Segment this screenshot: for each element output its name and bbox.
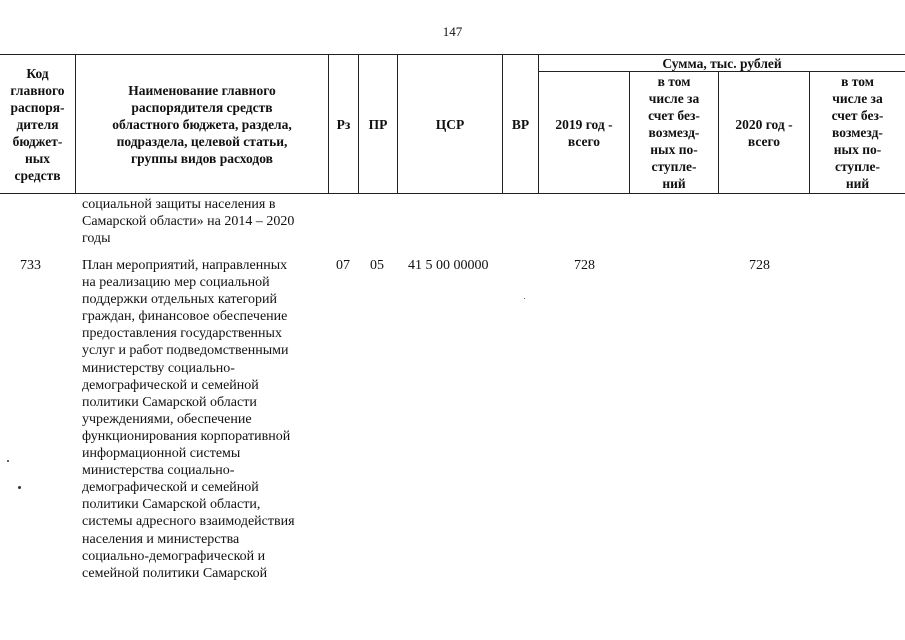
row-name: План мероприятий, направленных на реализацию мер социальной поддержки отдельных категорий граждан, финансовое обеспечение предоставления государственных услуг и работ подведомственными министерству социально- демографической и семейной политики Самарской области учреждениями, обеспечение функционирования корпоративной информационной системы министерства социально- демографической и семейной политики Самарской области, системы адресного взаимодействия населения и министерства социально-демографической и семейной политики Самарской [82,258,295,581]
continuation-text: социальной защиты населения в Самарской области» на 2014 – 2020 годы [82,197,295,247]
scan-speck [7,460,9,462]
header-code: Код главного распоря- дителя бюджет- ных средств [10,65,65,183]
header-name: Наименование главного распорядителя средств областного бюджета, раздела, подраздела, целевой статьи, группы видов расходов [112,82,292,166]
header-2019-total: 2019 год - всего [555,116,613,149]
row-csr: 41 5 00 00000 [408,258,489,273]
header-sum-group: Сумма, тыс. рублей [662,55,782,71]
header-csr: ЦСР [435,116,465,132]
scan-speck [524,298,525,299]
row-rz: 07 [336,258,350,273]
row-code: 733 [20,258,41,273]
header-vr: ВР [511,116,530,132]
header-2020-total: 2020 год - всего [735,116,793,149]
header-2020-free: в том числе за счет без- возмезд- ных по- ступле- ний [831,74,884,191]
header-pr: ПР [368,116,388,132]
scan-speck [18,486,21,489]
row-pr: 05 [370,258,384,273]
row-2020-total: 728 [749,258,770,273]
header-rz: Рз [336,116,351,132]
header-bottom-border [0,193,905,194]
header-2019-free: в том числе за счет без- возмезд- ных по- ступле- ний [648,74,700,191]
page-number: 147 [442,24,463,39]
row-2019-total: 728 [574,258,595,273]
